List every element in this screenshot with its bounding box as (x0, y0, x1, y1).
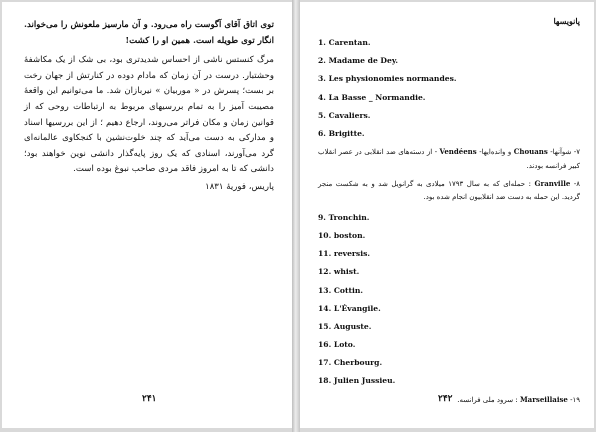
book-gutter (292, 0, 300, 432)
note-item: 16. Loto. (318, 340, 356, 350)
note-19-latin: Marseillaise (519, 394, 568, 404)
page-number-left: ۲۴۱ (142, 394, 157, 404)
note-item: 17. Cherbourg. (318, 358, 383, 368)
place-date-signature: پاریس، فوریهٔ ۱۸۳۱ (205, 182, 274, 192)
note-19-prefix: ۱۹- (567, 395, 580, 404)
note-7-latin2: Vendéens (439, 147, 477, 157)
note-item: 14. L'Évangile. (318, 303, 381, 313)
note-8-suffix: : حمله‌ای که به سال ۱۷۹۳ میلادی به گرانویل شد و به شکست منجر گردید. این حمله به دست ضد انقلابیون انجام شده بود. (318, 179, 580, 202)
note-8-prefix: ۸- (570, 179, 581, 188)
note-item: 2. Madame de Dey. (318, 56, 399, 66)
note-item: 11. reversis. (318, 249, 371, 259)
note-7-prefix: ۷- شوآنها- (547, 148, 580, 157)
note-item-8 (318, 177, 580, 205)
note-8-latin: Granville (534, 178, 571, 188)
note-item: 5. Cavaliers. (318, 110, 371, 120)
note-item: 13. Cottin. (318, 285, 364, 295)
note-item: 1. Carentan. (318, 38, 371, 47)
note-item-7 (318, 145, 580, 173)
note-item: 3. Les physionomies normandes. (318, 74, 457, 84)
opening-paragraph: توی اتاق آقای آگوست راه می‌رود. و آن مارسیز ملعونش را می‌خواند. انگار توی طویله است. همین او را کشت! (24, 20, 274, 46)
note-19-suffix: : سرود ملی فرانسه. (457, 395, 520, 404)
note-item: 10. boston. (318, 230, 366, 240)
note-item: 4. La Basse _ Normandie. (318, 92, 426, 102)
footnotes-list (318, 34, 580, 411)
note-7-suffix: - از دسته‌های ضد انقلابی در عصر انقلاب کبیر فرانسه بودند. (318, 148, 580, 170)
note-7-middle: و وانده‌ایها- (476, 148, 514, 157)
note-item: 9. Tronchin. (318, 212, 370, 222)
running-head: پانویسها (553, 16, 580, 26)
note-item: 6. Brigitte. (318, 128, 365, 138)
body-paragraph: مرگ کنستس ناشی از احساس شدیدتری بود، بی شک از یک مکاشفهٔ وحشتبار. درست در آن زمان که مادام دوده در کنارتش از جهان رخت بر بست؛ پسرش در « موربیان » نیربازان شد. ما می‌توانیم این واقعهٔ مصیبت آمیز را به تمام بررسیهای مربوط به ارتباطات روحی که از قوانین زمان و مکان فراتر می‌روند، ارجاع دهیم ؛ از این بررسیها اسناد و مدارکی به دست می‌آید که چند خلوت‌نشین با کنجکاوی عالمانه‌ای گرد می‌آورند، اسنادی که یک روز پایه‌گذار دانشی نوین خواهند بود؛ دانشی که تا به امروز فاقد مردی صاحب نبوغ بوده است. (24, 55, 274, 175)
right-page (300, 2, 594, 428)
page-number-right: ۲۴۲ (438, 394, 453, 404)
note-item: 15. Auguste. (318, 321, 372, 331)
left-page (2, 2, 292, 428)
left-page-body (24, 18, 274, 182)
note-7-latin: Chouans (513, 147, 548, 157)
note-item: 12. whist. (318, 267, 360, 277)
note-item: 18. Julien Jussieu. (318, 376, 396, 386)
